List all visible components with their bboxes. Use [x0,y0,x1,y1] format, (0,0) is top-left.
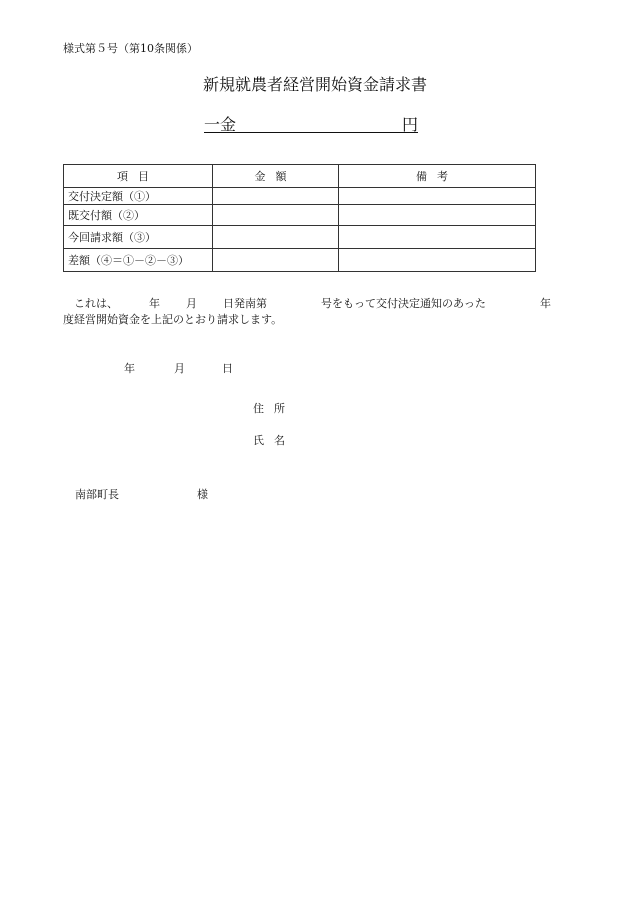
row-note [339,205,536,226]
amount-line [204,112,418,133]
header-amount: 金額 [213,165,339,188]
amount-suffix: 円 [401,115,418,134]
request-statement-line1 [63,296,553,312]
row-note [339,188,536,205]
row-amount [213,226,339,249]
date-day: 日 [222,362,233,375]
addressee-name: 南部町長 [75,488,119,501]
address-label: 住所 [253,402,295,415]
statement-opening: これは、 [74,297,118,310]
row-amount [213,205,339,226]
name-label: 氏名 [253,434,295,447]
application-date [124,360,244,376]
table-row [64,226,536,249]
date-year: 年 [124,362,135,375]
statement-year: 年 [149,297,160,310]
table-row [64,205,536,226]
date-month: 月 [174,362,185,375]
amount-prefix: 一金 [204,115,237,134]
table-header-row [64,165,536,188]
header-item: 項目 [64,165,213,188]
table-row [64,188,536,205]
row-item: 今回請求額（③） [64,226,213,249]
row-amount [213,188,339,205]
row-amount [213,249,339,272]
row-item: 差額（④＝①－②－③） [64,249,213,272]
statement-year2: 年 [540,297,551,310]
addressee-honorific: 様 [197,488,208,501]
row-item: 既交付額（②） [64,205,213,226]
statement-notice: 号をもって交付決定通知のあった [321,297,486,310]
row-note [339,226,536,249]
row-item: 交付決定額（①） [64,188,213,205]
table-row [64,249,536,272]
header-note: 備考 [339,165,536,188]
statement-month: 月 [186,297,197,310]
request-table [63,164,536,272]
addressee [75,486,215,502]
form-number: 様式第５号（第10条関係） [63,42,198,55]
row-note [339,249,536,272]
document-title: 新規就農者経営開始資金請求書 [202,75,427,94]
request-statement-line2: 度経営開始資金を上記のとおり請求します。 [63,313,283,326]
statement-issue-number: 日発南第 [223,297,267,310]
